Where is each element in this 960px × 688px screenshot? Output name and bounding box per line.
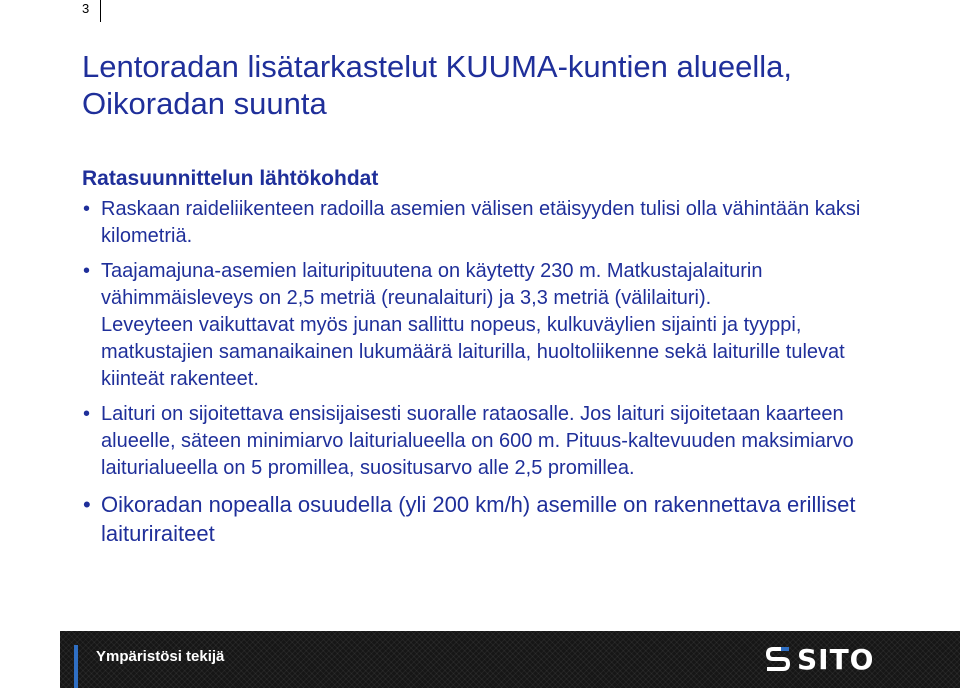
bullet-icon: • (83, 492, 91, 517)
bullet-item (82, 490, 912, 548)
bullet-text: Raskaan raideliikenteen radoilla asemien välisen etäisyyden tulisi olla vähintään kaksi kilometriä. (101, 198, 861, 247)
bullet-text: Taajamajuna-asemien laituripituutena on käytetty 230 m. Matkustajalaiturin vähimmäisleveys on 2,5 metriä (reunalaituri) ja 3,3 metriä (välilaituri). (101, 260, 763, 309)
sito-logo (765, 643, 891, 675)
slide-content (82, 165, 912, 556)
footer-tagline: Ympäristösi tekijä (96, 648, 225, 665)
bullet-item (82, 258, 912, 393)
bullet-item (82, 196, 912, 250)
bullet-text: Leveyteen vaikuttavat myös junan sallittu nopeus, kulkuväylien sijainti ja tyyppi, matkustajien samanaikainen lukumäärä laiturilla, huoltoliikenne sekä laiturille tulevat kiinteät rakenteet. (101, 314, 845, 390)
logo-wordmark: SITO (797, 642, 875, 676)
slide-title: Lentoradan lisätarkastelut KUUMA-kuntien alueella, Oikoradan suunta (82, 49, 792, 121)
bullet-item (82, 401, 912, 482)
bullet-text: Laituri on sijoitettava ensisijaisesti suoralle rataosalle. Jos laituri sijoitetaan kaarteen alueelle, säteen minimiarvo laiturialueella on 600 m. Pituus-kaltevuuden maksimiarvo laiturialueella on 5 promillea, suositusarvo alle 2,5 promillea. (101, 403, 854, 479)
bullet-icon: • (83, 403, 91, 425)
bullet-list (82, 196, 912, 548)
bullet-icon: • (83, 198, 91, 220)
sito-logo-icon (765, 645, 791, 673)
page-number: 3 (82, 1, 90, 16)
footer-accent-bar (74, 645, 78, 688)
bullet-text: Oikoradan nopealla osuudella (yli 200 km/h) asemille on rakennettava erilliset laituriraiteet (101, 492, 856, 546)
section-heading: Ratasuunnittelun lähtökohdat (82, 167, 379, 190)
bullet-icon: • (83, 260, 91, 282)
page-number-divider (100, 0, 101, 22)
